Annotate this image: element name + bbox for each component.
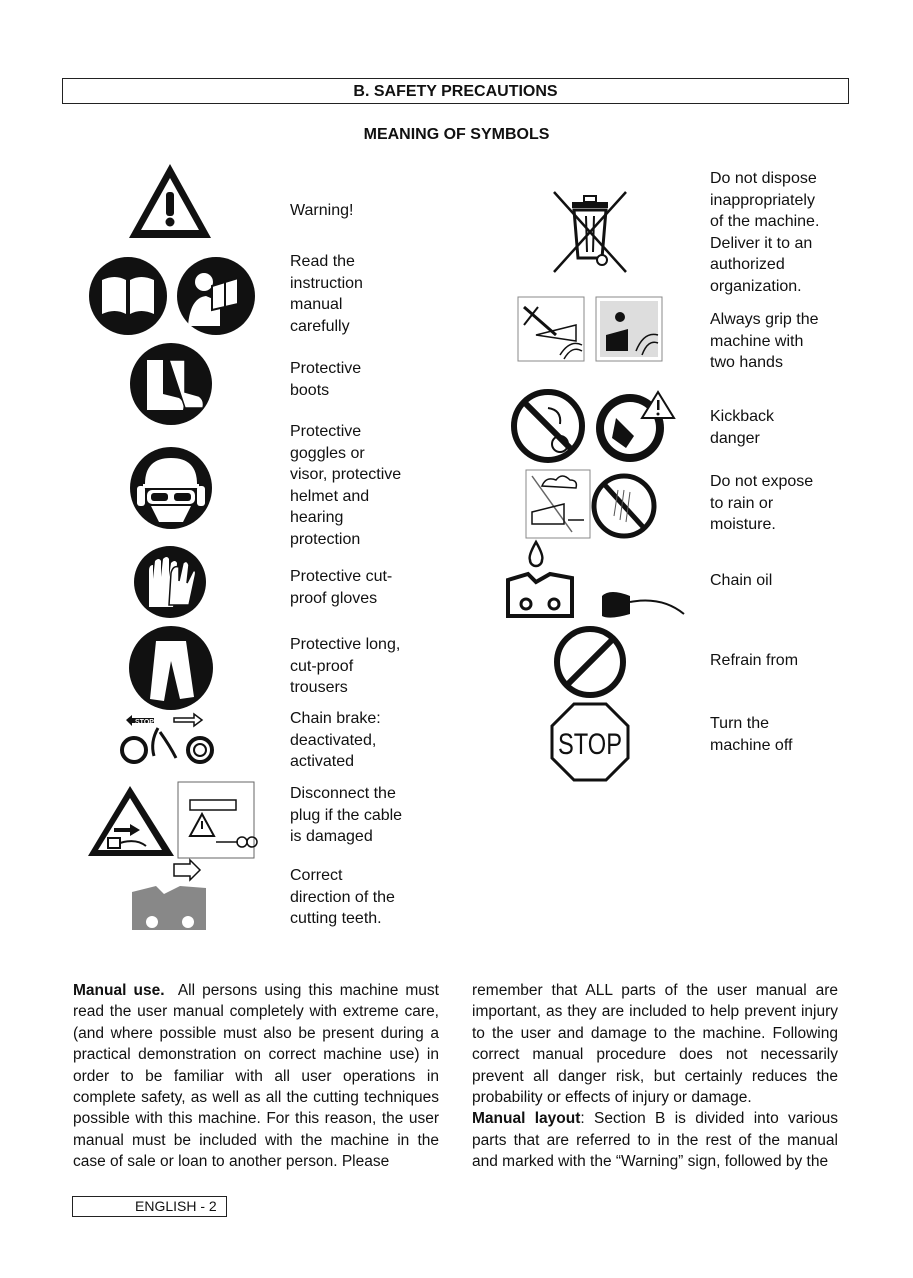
protective-boots-icon <box>129 342 213 426</box>
manual-use-heading: Manual use. <box>73 982 165 999</box>
read-manual-icon <box>88 256 260 336</box>
label-cutting-teeth: Correct direction of the cutting teeth. <box>290 867 395 927</box>
chain-oil-icon <box>502 540 690 626</box>
gloves-icon <box>133 545 207 619</box>
warning-triangle-icon <box>125 160 215 242</box>
kickback-icon <box>508 388 678 464</box>
manual-layout-paragraph <box>472 980 838 1173</box>
prohibition-icon <box>552 624 628 700</box>
chain-brake-icon <box>120 712 220 768</box>
manual-use-paragraph <box>73 980 439 1173</box>
manual-layout-heading: Manual layout <box>472 1110 581 1128</box>
manual-use-continued-text: remember that ALL parts of the user manual are important, as they are included to help prevent injury to the user and damage to the machine. Following correct manual procedure does not necessarily prevent all danger risk, but certainly reduces the probability or effects of injury or damage. <box>472 982 838 1107</box>
label-kickback: Kickback danger <box>710 408 775 447</box>
label-gloves: Protective cut- proof gloves <box>290 568 393 607</box>
label-crossed-bin: Do not dispose inappropriately of the machine. Deliver it to an authorized organization. <box>710 170 820 295</box>
symbols-subtitle: MEANING OF SYMBOLS <box>363 126 550 143</box>
no-rain-icon <box>524 468 660 540</box>
label-stop: Turn the machine off <box>710 715 793 754</box>
label-chain-brake: Chain brake: deactivated, activated <box>290 710 381 770</box>
crossed-bin-icon <box>550 188 630 276</box>
cutting-teeth-direction-icon <box>126 858 214 938</box>
chain-brake-stop-text: STOP <box>135 719 154 726</box>
label-read-manual: Read the instruction manual carefully <box>290 253 363 335</box>
stop-sign-text: STOP <box>558 728 622 761</box>
helmet-goggles-icon <box>129 446 213 530</box>
disconnect-plug-icon <box>86 780 258 860</box>
manual-layout-text: : Section B is divided into various parts that are referred to in the rest of the manual and marked with the “Warning” sign, followed by the <box>472 1110 838 1171</box>
label-prohibition: Refrain from <box>710 652 799 669</box>
label-chain-oil: Chain oil <box>710 572 773 589</box>
manual-use-text: All persons using this machine must read the user manual completely with extreme care, (and where possible must also be present during a practical demonstration on correct machine use) in order to be familiar with all user operations in complete safety, as well as all the cutting techniques possible with this machine. For this reason, the user manual must be included with the machine in the case of sale or loan to another person. Please <box>73 982 439 1171</box>
stop-sign-icon <box>550 702 630 782</box>
two-hands-grip-icon <box>516 295 664 363</box>
label-boots: Protective boots <box>290 360 362 399</box>
trousers-icon <box>128 625 214 711</box>
label-helmet-goggles: Protective goggles or visor, protective helmet and hearing protection <box>290 423 402 548</box>
section-header: B. SAFETY PRECAUTIONS <box>62 78 849 104</box>
label-two-hands: Always grip the machine with two hands <box>710 311 819 371</box>
label-trousers: Protective long, cut-proof trousers <box>290 636 401 696</box>
page-footer: ENGLISH - 2 <box>72 1196 227 1217</box>
label-no-rain: Do not expose to rain or moisture. <box>710 473 814 533</box>
label-disconnect-plug: Disconnect the plug if the cable is damaged <box>290 785 403 845</box>
label-warning: Warning! <box>290 202 354 219</box>
